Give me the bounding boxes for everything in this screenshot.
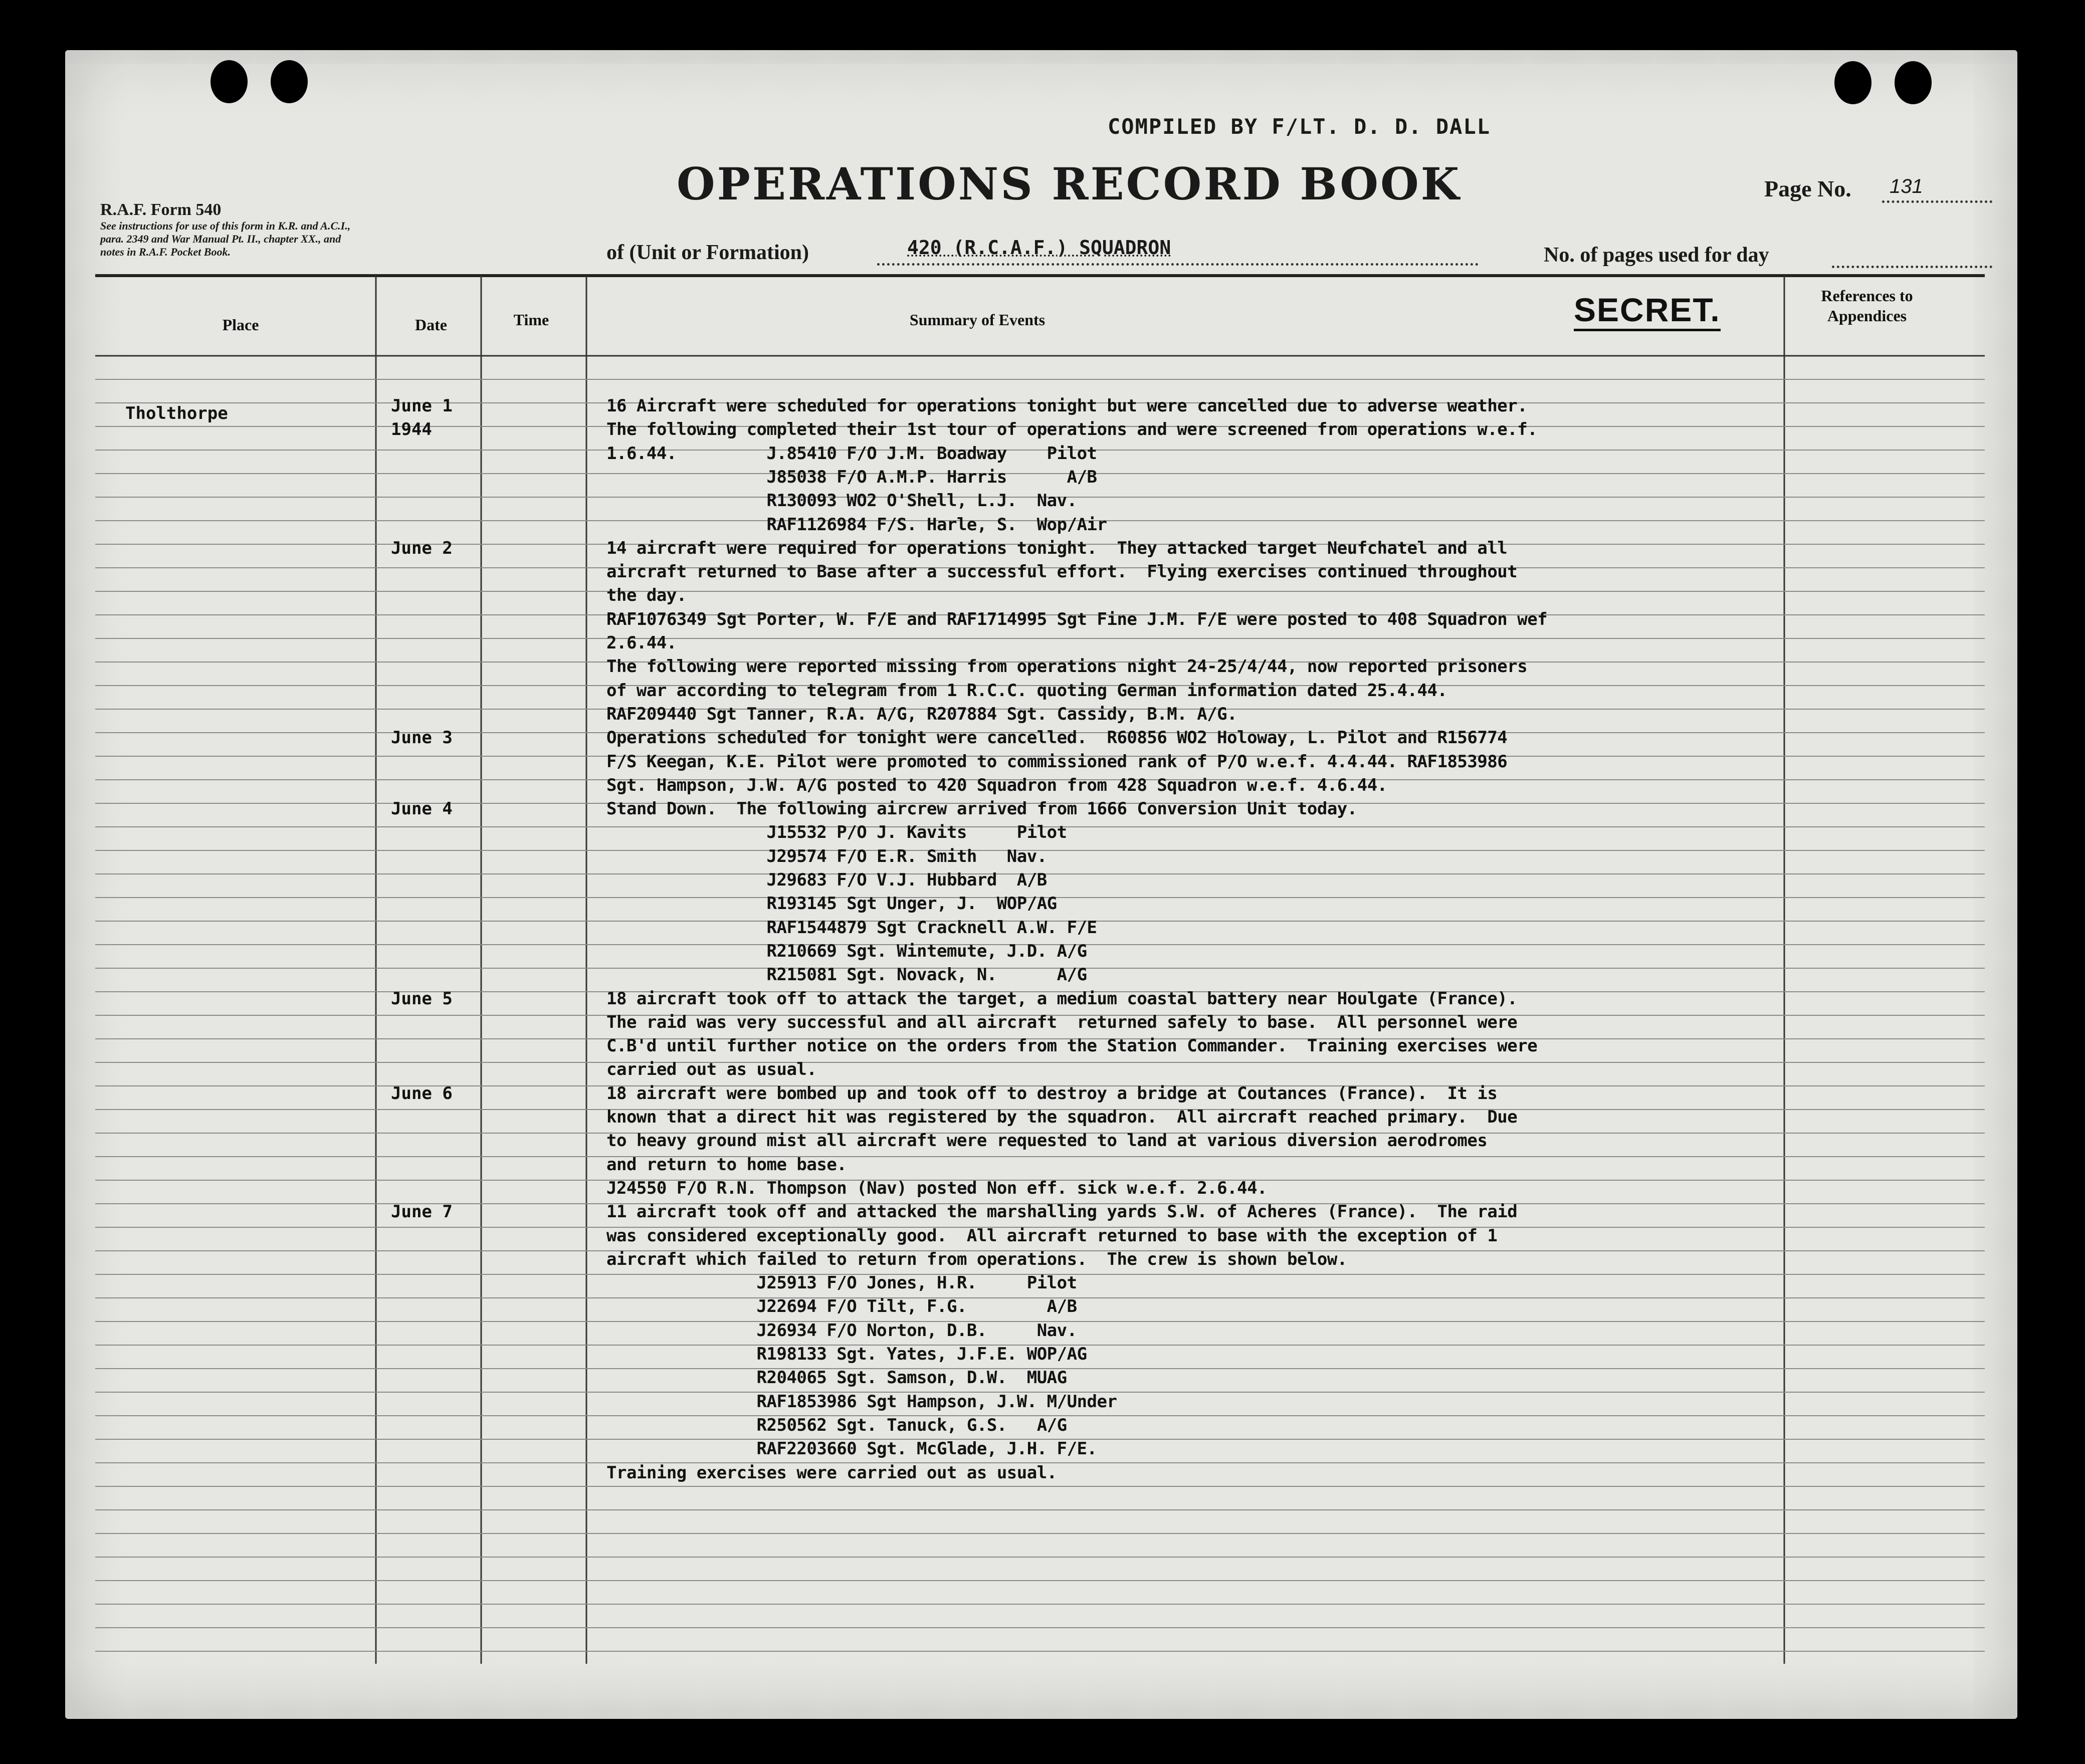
summary-line: 18 aircraft took off to attack the target, a medium coastal battery near Houlgate (France). <box>606 988 1518 1009</box>
summary-line: 16 Aircraft were scheduled for operations tonight but were cancelled due to adverse weather. <box>606 396 1528 416</box>
column-header-summary: Summary of Events <box>909 311 1046 329</box>
summary-line: R130093 WO2 O'Shell, L.J. Nav. <box>606 491 1077 511</box>
summary-line: C.B'd until further notice on the orders from the Station Commander. Training exercises were <box>606 1036 1538 1056</box>
page-title: OPERATIONS RECORD BOOK <box>677 158 1462 210</box>
page-number-value: 131 <box>1890 175 1923 197</box>
form-instructions: See instructions for use of this form in K.R. and A.C.I., para. 2349 and War Manual Pt. II., chapter XX., and notes in R.A.F. Pocket Book. <box>100 219 351 258</box>
summary-line: 2.6.44. <box>606 633 677 653</box>
unit-label: of (Unit or Formation) <box>606 241 809 264</box>
summary-line: 11 aircraft took off and attacked the marshalling yards S.W. of Acheres (France). The raid <box>606 1202 1518 1222</box>
unit-value: 420 (R.C.A.F.) SQUADRON <box>907 237 1171 259</box>
summary-line: Stand Down. The following aircrew arrived from 1666 Conversion Unit today. <box>606 799 1357 819</box>
summary-line: 1.6.44. J.85410 F/O J.M. Boadway Pilot <box>606 443 1097 464</box>
summary-line: Training exercises were carried out as usual. <box>606 1462 1057 1483</box>
summary-line: J29683 F/O V.J. Hubbard A/B <box>606 870 1047 890</box>
summary-line: Operations scheduled for tonight were cancelled. R60856 WO2 Holoway, L. Pilot and R156774 <box>606 728 1508 748</box>
summary-line: carried out as usual. <box>606 1059 817 1080</box>
summary-line: RAF1076349 Sgt Porter, W. F/E and RAF1714995 Sgt Fine J.M. F/E were posted to 408 Squadron wef <box>606 609 1548 629</box>
date-cell: June 1 <box>391 396 453 416</box>
summary-line: J15532 P/O J. Kavits Pilot <box>606 822 1067 843</box>
summary-line: to heavy ground mist all aircraft were requested to land at various diversion aerodromes <box>606 1131 1488 1151</box>
date-year-cell: 1944 <box>391 419 432 440</box>
summary-line: RAF1126984 F/S. Harle, S. Wop/Air <box>606 514 1107 535</box>
date-cell: June 4 <box>391 799 453 819</box>
summary-line: The raid was very successful and all aircraft returned safely to base. All personnel were <box>606 1012 1518 1032</box>
summary-line: RAF1853986 Sgt Hampson, J.W. M/Under <box>606 1391 1117 1412</box>
summary-line: R198133 Sgt. Yates, J.F.E. WOP/AG <box>606 1344 1087 1364</box>
summary-line: the day. <box>606 585 687 606</box>
summary-line: J85038 F/O A.M.P. Harris A/B <box>606 467 1097 487</box>
summary-line: The following were reported missing from operations night 24-25/4/44, now reported prisoners <box>606 656 1528 677</box>
summary-line: aircraft returned to Base after a successful effort. Flying exercises continued throughout <box>606 562 1518 582</box>
form-id: R.A.F. Form 540 <box>100 200 222 219</box>
summary-line: J25913 F/O Jones, H.R. Pilot <box>606 1273 1077 1293</box>
summary-line: J29574 F/O E.R. Smith Nav. <box>606 846 1047 866</box>
summary-line: J22694 F/O Tilt, F.G. A/B <box>606 1296 1077 1317</box>
summary-line: The following completed their 1st tour of operations and were screened from operations w.e.f. <box>606 419 1538 440</box>
summary-line: R204065 Sgt. Samson, D.W. MUAG <box>606 1368 1067 1388</box>
summary-line: J24550 F/O R.N. Thompson (Nav) posted Non eff. sick w.e.f. 2.6.44. <box>606 1178 1268 1198</box>
column-header-references: References to Appendices <box>1821 287 1913 325</box>
summary-line: R193145 Sgt Unger, J. WOP/AG <box>606 894 1057 914</box>
summary-line: 18 aircraft were bombed up and took off to destroy a bridge at Coutances (France). It is <box>606 1083 1498 1104</box>
place-cell: Tholthorpe <box>125 403 228 423</box>
date-cell: June 6 <box>391 1083 453 1104</box>
date-cell: June 2 <box>391 538 453 558</box>
page-number-label: Page No. <box>1764 176 1851 201</box>
record-sheet <box>65 50 2017 1719</box>
summary-line: of war according to telegram from 1 R.C.C. quoting German information dated 25.4.44. <box>606 680 1447 701</box>
summary-line: aircraft which failed to return from operations. The crew is shown below. <box>606 1249 1347 1269</box>
summary-line: RAF1544879 Sgt Cracknell A.W. F/E <box>606 917 1097 938</box>
summary-line: RAF209440 Sgt Tanner, R.A. A/G, R207884 Sgt. Cassidy, B.M. A/G. <box>606 704 1237 724</box>
summary-line: known that a direct hit was registered by the squadron. All aircraft reached primary. Due <box>606 1107 1518 1127</box>
summary-line: F/S Keegan, K.E. Pilot were promoted to commissioned rank of P/O w.e.f. 4.4.44. RAF1853986 <box>606 751 1508 772</box>
summary-line: RAF2203660 Sgt. McGlade, J.H. F/E. <box>606 1439 1097 1459</box>
summary-line: R210669 Sgt. Wintemute, J.D. A/G <box>606 941 1087 961</box>
summary-line: and return to home base. <box>606 1154 847 1175</box>
summary-line: 14 aircraft were required for operations tonight. They attacked target Neufchatel and all <box>606 538 1508 558</box>
summary-line: J26934 F/O Norton, D.B. Nav. <box>606 1320 1077 1341</box>
summary-line: Sgt. Hampson, J.W. A/G posted to 420 Squadron from 428 Squadron w.e.f. 4.6.44. <box>606 775 1387 795</box>
date-cell: June 7 <box>391 1202 453 1222</box>
pages-used-label: No. of pages used for day <box>1544 244 1769 267</box>
summary-line: R250562 Sgt. Tanuck, G.S. A/G <box>606 1415 1067 1435</box>
column-header-time: Time <box>513 311 549 329</box>
compiled-by-stamp: COMPILED BY F/LT. D. D. DALL <box>1108 114 1491 139</box>
secret-stamp: SECRET. <box>1574 291 1721 331</box>
date-cell: June 3 <box>391 728 453 748</box>
summary-line: R215081 Sgt. Novack, N. A/G <box>606 965 1087 985</box>
column-header-place: Place <box>222 316 259 334</box>
date-cell: June 5 <box>391 988 453 1009</box>
column-header-date: Date <box>415 316 447 334</box>
summary-line: was considered exceptionally good. All aircraft returned to base with the exception of 1 <box>606 1225 1498 1246</box>
